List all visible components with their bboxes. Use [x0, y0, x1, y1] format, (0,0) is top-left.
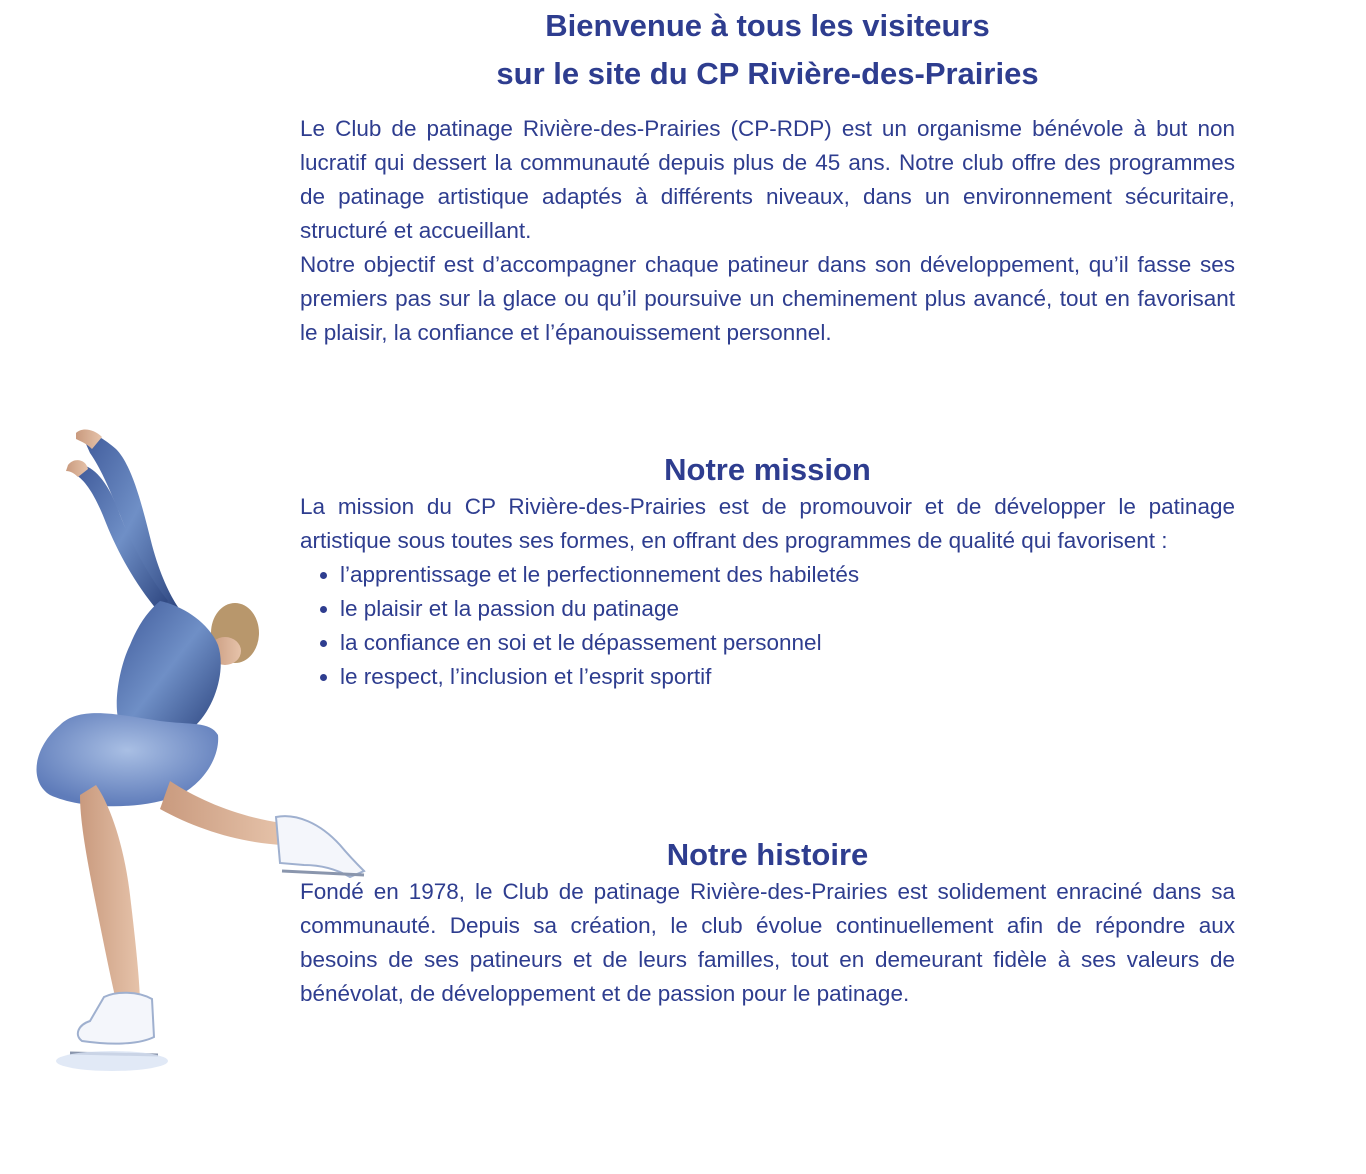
mission-heading: Notre mission — [664, 452, 871, 487]
welcome-title-line-2: sur le site du CP Rivière-des-Prairies — [496, 56, 1039, 91]
welcome-title-line-1: Bienvenue à tous les visiteurs — [545, 8, 990, 43]
list-item: • l’apprentissage et le perfectionnement des habiletés — [340, 558, 1235, 592]
history-paragraph: Fondé en 1978, le Club de patinage Rivière-des-Prairies est solidement enraciné dans sa communauté. Depuis sa création, le club évolue continuellement afin de répondre aux besoins de ses patineurs et de leurs familles, tout en demeurant fidèle à ses valeurs de bénévolat, de développement et de passion pour le patinage. — [300, 879, 1235, 1006]
list-item: • le respect, l’inclusion et l’esprit sportif — [340, 660, 1235, 694]
list-item: • la confiance en soi et le dépassement personnel — [340, 626, 1235, 660]
figure-skater-illustration-icon — [20, 425, 370, 1085]
mission-list — [300, 558, 1235, 694]
history-section — [300, 835, 1235, 1011]
list-item: • le plaisir et la passion du patinage — [340, 592, 1235, 626]
history-heading: Notre histoire — [666, 837, 869, 872]
welcome-paragraph-2: Notre objectif est d’accompagner chaque patineur dans son développement, qu’il fasse ses premiers pas sur la glace ou qu’il poursuive un cheminement plus avancé, tout en favorisant le plaisir, la confiance et l’épanouissement personnel. — [300, 252, 1235, 345]
welcome-paragraph-1: Le Club de patinage Rivière-des-Prairies (CP-RDP) est un organisme bénévole à but non lucratif qui dessert la communauté depuis plus de 45 ans. Notre club offre des programmes de patinage artistique adaptés à différents niveaux, dans un environnement sécuritaire, structuré et accueillant. — [300, 116, 1235, 243]
mission-section — [300, 450, 1235, 694]
welcome-heading — [300, 2, 1235, 98]
welcome-section — [300, 112, 1235, 350]
mission-intro: La mission du CP Rivière-des-Prairies est de promouvoir et de développer le patinage artistique sous toutes ses formes, en offrant des programmes de qualité qui favorisent : — [300, 494, 1235, 553]
